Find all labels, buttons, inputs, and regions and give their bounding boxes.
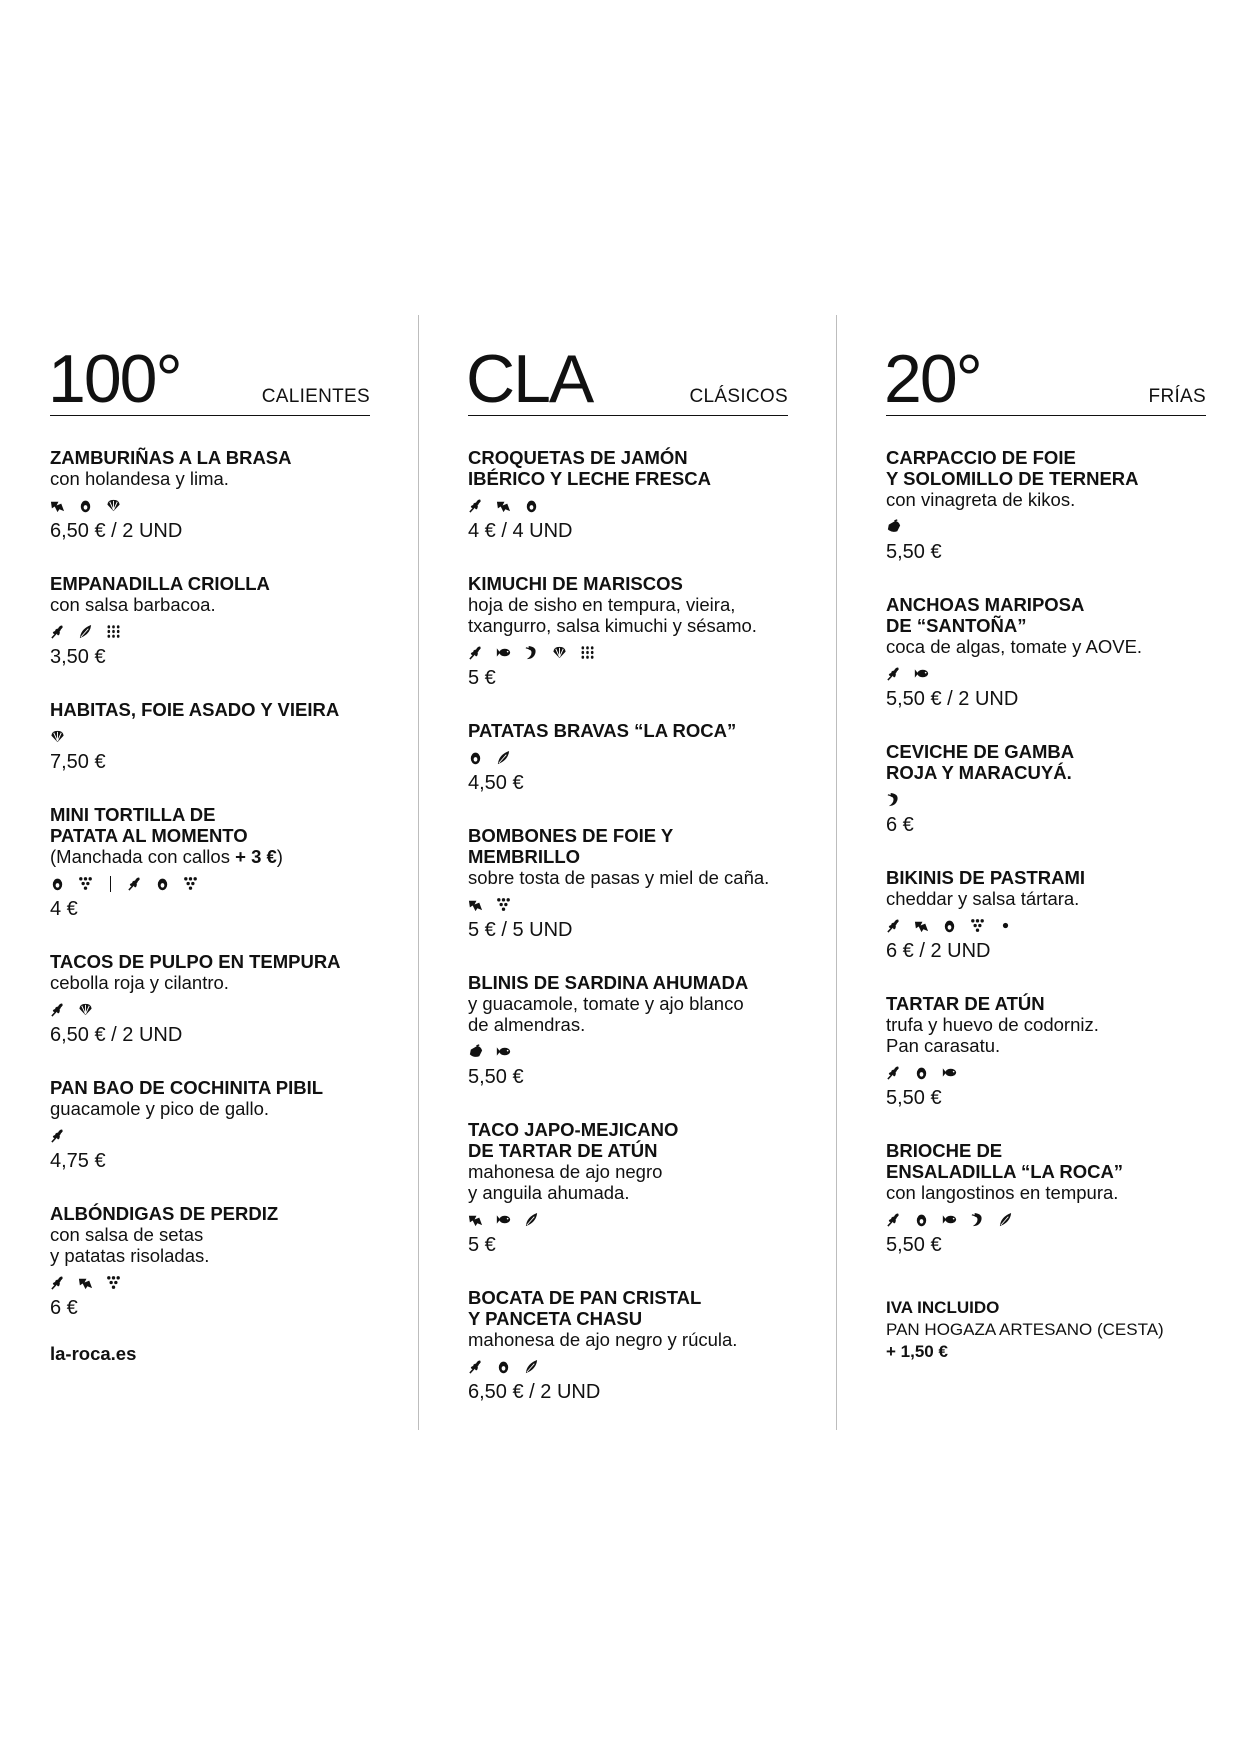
dish-description (886, 489, 1206, 510)
vat-note: IVA INCLUIDO (886, 1298, 1000, 1317)
dish-name: ROJA Y MARACUYÁ. (886, 762, 1072, 783)
dish-description (50, 594, 370, 615)
dish-description-text: sobre tosta de pasas y miel de caña. (468, 867, 770, 888)
section-calientes (48, 341, 370, 1319)
fish-icon (496, 1044, 511, 1059)
shellfish-icon (106, 498, 121, 513)
dish-name: TACO JAPO-MEJICANO (468, 1119, 679, 1140)
egg-icon (78, 498, 93, 513)
allergen-icons (50, 999, 370, 1020)
gluten-icon (50, 1002, 65, 1017)
gluten-icon (886, 1212, 901, 1227)
crustacean-icon (886, 792, 901, 807)
dish-description-text: trufa y huevo de codorniz. (886, 1014, 1099, 1035)
dish-description (886, 1035, 1206, 1056)
dish-description-text: cebolla roja y cilantro. (50, 972, 229, 993)
celery-icon (78, 624, 93, 639)
dish-name: PATATA AL MOMENTO (50, 825, 248, 846)
menu-item (50, 573, 370, 668)
dish-description-text: txangurro, salsa kimuchi y sésamo. (468, 615, 757, 636)
dish-price: 4,50 € (468, 772, 524, 794)
dish-name: EMPANADILLA CRIOLLA (50, 573, 270, 594)
gluten-icon (886, 666, 901, 681)
dish-price: 6,50 € / 2 UND (50, 1024, 183, 1046)
dish-price: 5,50 € / 2 UND (886, 688, 1019, 710)
dish-description-text: con salsa de setas (50, 1224, 204, 1245)
dish-description-text: Pan carasatu. (886, 1035, 1001, 1056)
dish-name: BOCATA DE PAN CRISTAL (468, 1287, 702, 1308)
gluten-icon (50, 1275, 65, 1290)
menu-item (468, 825, 788, 941)
dish-name: ZAMBURIÑAS A LA BRASA (50, 447, 292, 468)
section-header (884, 341, 1206, 417)
allergen-icons (468, 642, 788, 663)
menu-item (468, 720, 788, 794)
shellfish-icon (78, 1002, 93, 1017)
dish-price: 4,75 € (50, 1150, 106, 1172)
dish-price: 6 € (50, 1297, 78, 1319)
mustard-icon (914, 918, 929, 933)
menu-item (50, 804, 370, 920)
shellfish-icon (50, 729, 65, 744)
nuts-icon (886, 519, 901, 534)
menu-item (886, 447, 1206, 563)
extra-close: ) (276, 846, 283, 867)
mustard-icon (50, 498, 65, 513)
gluten-icon (468, 1359, 483, 1374)
column-divider (418, 315, 419, 1430)
egg-icon (914, 1065, 929, 1080)
menu-item (886, 741, 1206, 836)
dish-description (468, 1161, 788, 1182)
dish-description-text: mahonesa de ajo negro (468, 1161, 663, 1182)
dish-price: 5,50 € (468, 1066, 524, 1088)
dish-price: 4 € (50, 898, 78, 920)
fish-icon (496, 645, 511, 660)
dish-name: Y SOLOMILLO DE TERNERA (886, 468, 1139, 489)
menu-item (468, 1119, 788, 1256)
mustard-icon (468, 897, 483, 912)
dish-name: MINI TORTILLA DE (50, 804, 216, 825)
dish-name: BRIOCHE DE (886, 1140, 1003, 1161)
section-number: CLA (466, 341, 593, 417)
egg-icon (524, 498, 539, 513)
celery-icon (998, 1212, 1013, 1227)
section-number: 100° (48, 341, 181, 417)
dish-price: 5,50 € (886, 541, 942, 563)
allergen-icons (468, 1356, 788, 1377)
fish-icon (496, 1212, 511, 1227)
allergen-icons (886, 915, 1206, 936)
menu-item (50, 699, 370, 773)
dish-name: BOMBONES DE FOIE Y MEMBRILLO (468, 825, 673, 867)
section-label: FRÍAS (1148, 386, 1206, 407)
allergen-icons (886, 1062, 1206, 1083)
allergen-icons (50, 726, 370, 747)
dish-name: HABITAS, FOIE ASADO Y VIEIRA (50, 699, 340, 720)
dish-description-text: guacamole y pico de gallo. (50, 1098, 270, 1119)
dish-description-text: con holandesa y lima. (50, 468, 229, 489)
dish-name: BIKINIS DE PASTRAMI (886, 867, 1086, 888)
dish-price: 6,50 € / 2 UND (50, 520, 183, 542)
gluten-icon (50, 1128, 65, 1143)
fish-icon (914, 666, 929, 681)
dish-description (468, 993, 788, 1014)
dish-description-text: y patatas risoladas. (50, 1245, 210, 1266)
section-header (48, 341, 370, 417)
dish-description (50, 972, 370, 993)
mustard-icon (78, 1275, 93, 1290)
dish-price: 5 € (468, 667, 496, 689)
dish-description-text: y anguila ahumada. (468, 1182, 630, 1203)
dish-name: CROQUETAS DE JAMÓN (468, 447, 688, 468)
gluten-icon (886, 1065, 901, 1080)
egg-icon (50, 876, 65, 891)
allergen-icons (468, 1209, 788, 1230)
dish-description (886, 1182, 1206, 1203)
sesame-icon (106, 624, 121, 639)
column-divider (836, 315, 837, 1430)
dish-description-text: hoja de sisho en tempura, vieira, (468, 594, 736, 615)
dish-price: 6,50 € / 2 UND (468, 1381, 601, 1403)
dish-description (886, 636, 1206, 657)
egg-icon (942, 918, 957, 933)
menu-item (50, 1077, 370, 1172)
dish-description-text: coca de algas, tomate y AOVE. (886, 636, 1143, 657)
allergen-icons (468, 1041, 788, 1062)
egg-icon (155, 876, 170, 891)
dish-price: 4 € / 4 UND (468, 520, 573, 542)
dish-name: TARTAR DE ATÚN (886, 993, 1045, 1014)
fish-icon (942, 1065, 957, 1080)
dish-description (468, 1014, 788, 1035)
dish-description-text: con salsa barbacoa. (50, 594, 216, 615)
section-label: CALIENTES (261, 386, 370, 407)
menu-item (468, 447, 788, 542)
sesame-icon (580, 645, 595, 660)
gluten-icon (468, 498, 483, 513)
dish-description-text: mahonesa de ajo negro y rúcula. (468, 1329, 738, 1350)
dish-description (468, 867, 788, 888)
sulphite-icon (183, 876, 198, 891)
allergen-icons (886, 663, 1206, 684)
mustard-icon (468, 1212, 483, 1227)
sulphite-icon (970, 918, 985, 933)
dish-description-text: con vinagreta de kikos. (886, 489, 1076, 510)
dish-name: ENSALADILLA “LA ROCA” (886, 1161, 1124, 1182)
dish-price: 6 € / 2 UND (886, 940, 991, 962)
dish-description-text: de almendras. (468, 1014, 586, 1035)
dish-price: 6 € (886, 814, 914, 836)
dish-price: 3,50 € (50, 646, 106, 668)
dish-description (468, 594, 788, 615)
dish-description-text: y guacamole, tomate y ajo blanco (468, 993, 744, 1014)
allergen-icons (50, 1125, 370, 1146)
website-link[interactable]: la-roca.es (50, 1343, 137, 1364)
fish-icon (942, 1212, 957, 1227)
dish-description (468, 1329, 788, 1350)
dish-price: 5,50 € (886, 1087, 942, 1109)
dish-name: CARPACCIO DE FOIE (886, 447, 1076, 468)
egg-icon (468, 750, 483, 765)
dish-price: 5 € / 5 UND (468, 919, 573, 941)
allergen-icons (468, 495, 788, 516)
gluten-icon (127, 876, 142, 891)
dish-name: KIMUCHI DE MARISCOS (468, 573, 683, 594)
menu-item (468, 573, 788, 689)
dish-description (50, 1224, 370, 1245)
dish-name: Y PANCETA CHASU (468, 1308, 643, 1329)
dish-description-text: (Manchada con callos (50, 846, 230, 867)
dish-description (50, 1098, 370, 1119)
dish-name: TACOS DE PULPO EN TEMPURA (50, 951, 341, 972)
egg-icon (496, 1359, 511, 1374)
allergen-icons (886, 1209, 1206, 1230)
dish-description (886, 888, 1206, 909)
menu-item (886, 594, 1206, 710)
sulphite-icon (496, 897, 511, 912)
menu-item (50, 447, 370, 542)
allergen-icons (468, 747, 788, 768)
section-header (466, 341, 788, 417)
sulphite-icon (78, 876, 93, 891)
section-clasicos (466, 341, 788, 1403)
shellfish-icon (552, 645, 567, 660)
menu-item (886, 867, 1206, 962)
menu-item (468, 1287, 788, 1403)
dish-name: BLINIS DE SARDINA AHUMADA (468, 972, 749, 993)
dish-description (886, 1014, 1206, 1035)
celery-icon (496, 750, 511, 765)
gluten-icon (50, 624, 65, 639)
gluten-icon (886, 918, 901, 933)
celery-icon (524, 1359, 539, 1374)
dish-description (468, 615, 788, 636)
dish-name: IBÉRICO Y LECHE FRESCA (468, 468, 711, 489)
mustard-icon (496, 498, 511, 513)
menu-item (886, 993, 1206, 1109)
dish-description (50, 1245, 370, 1266)
dish-description (50, 846, 370, 867)
extra-plus: + (235, 846, 246, 867)
dish-price: 5 € (468, 1234, 496, 1256)
extra-price: 3 € (251, 846, 277, 867)
dish-name: ALBÓNDIGAS DE PERDIZ (50, 1203, 279, 1224)
dish-name: DE TARTAR DE ATÚN (468, 1140, 658, 1161)
section-frias (884, 341, 1206, 1256)
celery-icon (524, 1212, 539, 1227)
crustacean-icon (524, 645, 539, 660)
dish-name: CEVICHE DE GAMBA (886, 741, 1075, 762)
allergen-icons (50, 1272, 370, 1293)
menu-item (468, 972, 788, 1088)
footer-info (886, 1297, 1164, 1363)
allergen-icons (50, 495, 370, 516)
egg-icon (914, 1212, 929, 1227)
dish-description (468, 1182, 788, 1203)
sulphite-icon (106, 1275, 121, 1290)
dish-description-text: con langostinos en tempura. (886, 1182, 1119, 1203)
dish-description (50, 468, 370, 489)
allergen-icons (50, 621, 370, 642)
crustacean-icon (970, 1212, 985, 1227)
menu-item (886, 1140, 1206, 1256)
bread-price: + 1,50 € (886, 1342, 948, 1361)
menu-item (50, 1203, 370, 1319)
icon-separator (110, 876, 111, 892)
section-number: 20° (884, 341, 981, 417)
gluten-icon (468, 645, 483, 660)
dish-name: PAN BAO DE COCHINITA PIBIL (50, 1077, 324, 1098)
allergen-icons (886, 516, 1206, 537)
dish-name: ANCHOAS MARIPOSA (886, 594, 1085, 615)
allergen-icons (886, 789, 1206, 810)
dish-price: 5,50 € (886, 1234, 942, 1256)
bread-note: PAN HOGAZA ARTESANO (CESTA) (886, 1320, 1164, 1339)
section-label: CLÁSICOS (689, 386, 788, 407)
allergen-icons (468, 894, 788, 915)
dish-name: DE “SANTOÑA” (886, 615, 1027, 636)
nuts-icon (468, 1044, 483, 1059)
dish-name: PATATAS BRAVAS “LA ROCA” (468, 720, 737, 741)
allergen-icons (50, 873, 370, 894)
dish-description-text: cheddar y salsa tártara. (886, 888, 1080, 909)
dish-price: 7,50 € (50, 751, 106, 773)
menu-item (50, 951, 370, 1046)
dot-icon (998, 918, 1013, 933)
